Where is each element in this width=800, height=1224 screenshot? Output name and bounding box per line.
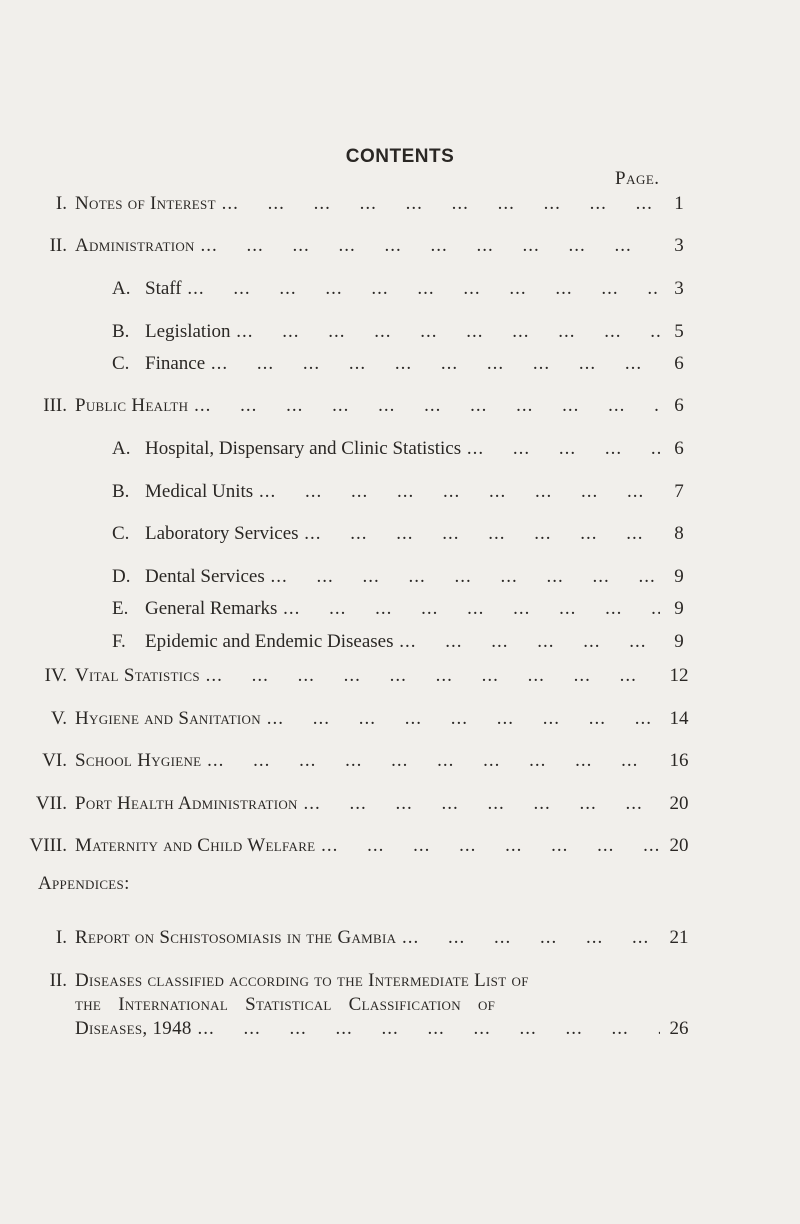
- toc-entry: [0, 705, 800, 733]
- toc-subentry: [0, 628, 800, 656]
- toc-entry: [0, 662, 800, 690]
- subsection-letter: B.: [112, 481, 130, 502]
- section-number: I.: [55, 193, 67, 214]
- toc-entry: [0, 747, 800, 775]
- section-label: Maternity and Child Welfare ...: [75, 832, 660, 860]
- appendix-label: Report on Schistosomiasis in the Gambia ...: [75, 924, 660, 952]
- page-number: 9: [664, 628, 694, 656]
- subsection-label: Finance ...: [145, 350, 660, 378]
- section-number: V.: [50, 708, 67, 729]
- page-title: CONTENTS: [345, 146, 455, 167]
- page-number: 16: [664, 747, 694, 775]
- page-number: 9: [664, 595, 694, 623]
- toc-subentry: [0, 563, 800, 591]
- subsection-letter: A.: [112, 438, 131, 459]
- toc-subentry: [0, 275, 800, 303]
- toc-entry: [0, 190, 800, 218]
- page-column-heading: Page.: [615, 168, 660, 189]
- section-number: VI.: [42, 750, 67, 771]
- section-number: VII.: [35, 793, 67, 814]
- section-label: Hygiene and Sanitation ...: [75, 705, 660, 733]
- section-label: Notes of Interest ...: [75, 190, 660, 218]
- page-number: 5: [664, 318, 694, 346]
- toc-subentry: [0, 478, 800, 506]
- toc-subentry: [0, 318, 800, 346]
- toc-entry: [0, 392, 800, 420]
- subsection-label: General Remarks ...: [145, 595, 660, 623]
- subsection-letter: B.: [112, 321, 130, 342]
- page-number: 3: [664, 232, 694, 260]
- page-number: 6: [664, 392, 694, 420]
- section-label: Public Health ...: [75, 392, 660, 420]
- subsection-letter: C.: [112, 353, 130, 374]
- page-number: 21: [664, 924, 694, 952]
- toc-subentry: [0, 435, 800, 463]
- section-label: School Hygiene ...: [75, 747, 660, 775]
- appendix-label-line2: the International Statistical Classification of: [75, 994, 496, 1015]
- subsection-label: Medical Units ...: [145, 478, 660, 506]
- appendix-number: I.: [55, 927, 67, 948]
- subsection-letter: C.: [112, 523, 130, 544]
- section-label: Vital Statistics ...: [75, 662, 660, 690]
- page-number: 6: [664, 435, 694, 463]
- toc-subentry: [0, 350, 800, 378]
- page-number: 1: [664, 190, 694, 218]
- page-number: 9: [664, 563, 694, 591]
- subsection-letter: F.: [112, 631, 126, 652]
- toc-subentry: [0, 520, 800, 548]
- subsection-label: Laboratory Services ...: [145, 520, 660, 548]
- subsection-label: Hospital, Dispensary and Clinic Statistics ...: [145, 435, 660, 463]
- page-number: 12: [664, 662, 694, 690]
- section-number: IV.: [44, 665, 67, 686]
- page-number: 6: [664, 350, 694, 378]
- page-number: 14: [664, 705, 694, 733]
- subsection-label: Dental Services ...: [145, 563, 660, 591]
- subsection-label: Legislation ...: [145, 318, 660, 346]
- appendix-entry: [0, 924, 800, 952]
- appendices-heading: Appendices:: [38, 873, 130, 894]
- section-number: II.: [49, 235, 67, 256]
- page-number: 8: [664, 520, 694, 548]
- page-number: 3: [664, 275, 694, 303]
- page-number: 20: [664, 790, 694, 818]
- appendix-label-line3: Diseases, 1948 ...: [75, 1015, 660, 1043]
- page-number: 26: [664, 1015, 694, 1043]
- appendices-heading-row: [0, 870, 800, 898]
- subsection-letter: A.: [112, 278, 131, 299]
- subsection-label: Epidemic and Endemic Diseases ...: [145, 628, 660, 656]
- section-number: III.: [43, 395, 67, 416]
- toc-subentry: [0, 595, 800, 623]
- appendix-entry-cont: [0, 1015, 800, 1043]
- subsection-letter: E.: [112, 598, 129, 619]
- toc-entry: [0, 232, 800, 260]
- section-number: VIII.: [29, 835, 67, 856]
- page-number: 20: [664, 832, 694, 860]
- appendix-label-line1: Diseases classified according to the Intermediate List of: [75, 970, 529, 991]
- toc-entry: [0, 790, 800, 818]
- appendix-number: II.: [49, 970, 67, 991]
- section-label: Port Health Administration ...: [75, 790, 660, 818]
- section-label: Administration ...: [75, 232, 660, 260]
- subsection-label: Staff ...: [145, 275, 660, 303]
- subsection-letter: D.: [112, 566, 131, 587]
- page-number: 7: [664, 478, 694, 506]
- toc-entry: [0, 832, 800, 860]
